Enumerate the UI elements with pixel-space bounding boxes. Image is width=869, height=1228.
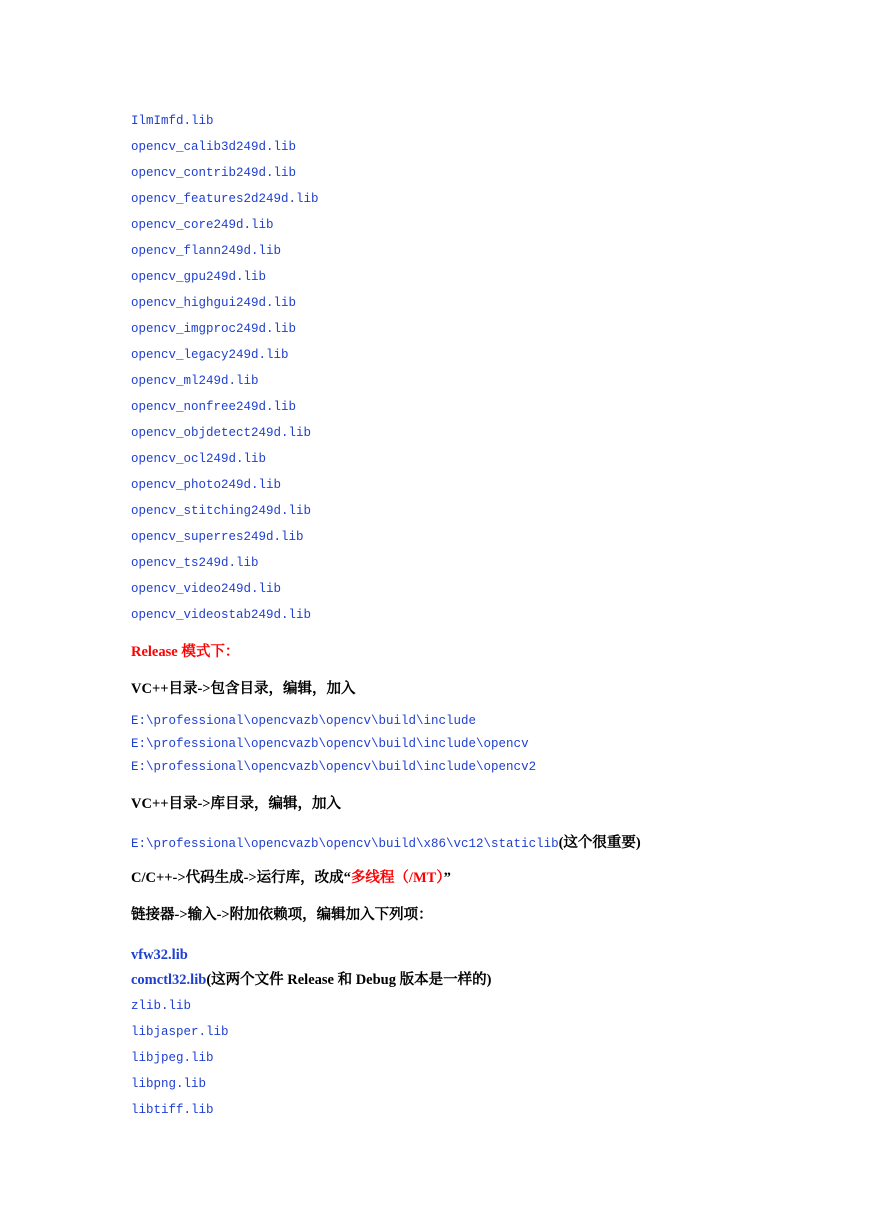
lib-item: opencv_superres249d.lib: [131, 530, 304, 544]
lib-item: opencv_objdetect249d.lib: [131, 426, 312, 440]
lib-item: opencv_nonfree249d.lib: [131, 400, 297, 414]
lib-item: opencv_contrib249d.lib: [131, 166, 297, 180]
lib-item: opencv_video249d.lib: [131, 582, 282, 596]
runtime-line: [131, 871, 451, 886]
lib-item: opencv_imgproc249d.lib: [131, 322, 297, 336]
lib-item: opencv_ml249d.lib: [131, 374, 259, 388]
lib-dir-open-paren: (: [558, 835, 564, 851]
lib-item: opencv_photo249d.lib: [131, 478, 282, 492]
runtime-suffix: ”: [443, 870, 451, 886]
lib-dir-heading: VC++目录->库目录，编辑，加入: [131, 796, 342, 812]
lib-item: opencv_gpu249d.lib: [131, 270, 267, 284]
vfw-lib: vfw32.lib: [131, 947, 188, 963]
release-heading: Release 模式下：: [131, 644, 240, 660]
lib-item: opencv_videostab249d.lib: [131, 608, 312, 622]
include-dir-heading: VC++目录->包含目录，编辑，加入: [131, 681, 356, 697]
lib-item: opencv_flann249d.lib: [131, 244, 282, 258]
lib-item: opencv_ts249d.lib: [131, 556, 259, 570]
lib-item: opencv_highgui249d.lib: [131, 296, 297, 310]
comctl-line: [131, 972, 491, 988]
include-path: E:\professional\opencvazb\opencv\build\include: [131, 714, 477, 728]
lib-item: libpng.lib: [131, 1077, 207, 1091]
include-path: E:\professional\opencvazb\opencv\build\include\opencv2: [131, 760, 537, 774]
lib-item: opencv_legacy249d.lib: [131, 348, 289, 362]
lib-item: opencv_core249d.lib: [131, 218, 274, 232]
runtime-value: 多线程（/MT）: [350, 870, 444, 886]
lib-item: opencv_stitching249d.lib: [131, 504, 312, 518]
lib-item: libtiff.lib: [131, 1103, 214, 1117]
lib-dir-path: E:\professional\opencvazb\opencv\build\x86\vc12\staticlib: [131, 837, 559, 851]
runtime-prefix: C/C++->代码生成->运行库，改成“: [131, 870, 351, 886]
comctl-lib: comctl32.lib: [131, 972, 207, 988]
lib-item: IlmImfd.lib: [131, 114, 214, 128]
lib-item: opencv_calib3d249d.lib: [131, 140, 297, 154]
lib-dir-note: 这个很重要: [563, 835, 636, 851]
lib-item: libjpeg.lib: [131, 1051, 214, 1065]
lib-dir-line: [131, 835, 641, 851]
lib-item: opencv_ocl249d.lib: [131, 452, 267, 466]
include-path: E:\professional\opencvazb\opencv\build\include\opencv: [131, 737, 529, 751]
lib-dir-close-paren: ): [635, 835, 641, 851]
lib-item: libjasper.lib: [131, 1025, 229, 1039]
lib-item: zlib.lib: [131, 999, 192, 1013]
linker-heading: 链接器->输入->附加依赖项，编辑加入下列项：: [131, 907, 433, 923]
lib-item: opencv_features2d249d.lib: [131, 192, 319, 206]
comctl-note: (这两个文件 Release 和 Debug 版本是一样的): [206, 972, 492, 988]
